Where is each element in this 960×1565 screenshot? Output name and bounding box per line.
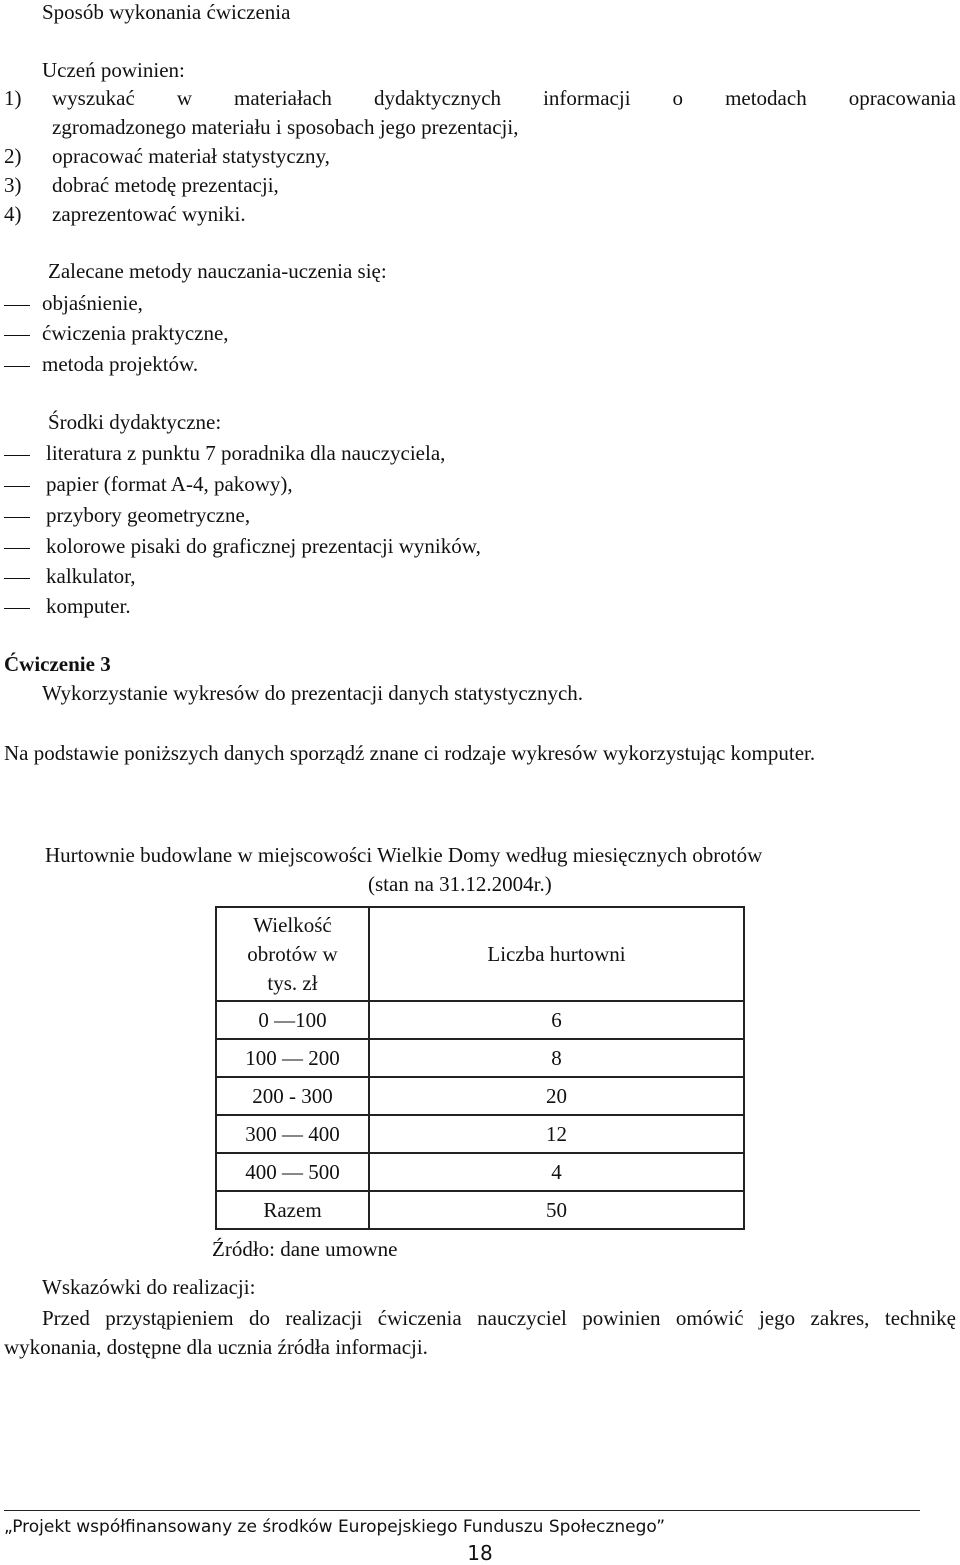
- step-number: 1): [4, 86, 22, 110]
- count-cell: 6: [369, 1001, 744, 1039]
- total-label-cell: Razem: [216, 1191, 369, 1229]
- step-number: 2): [4, 144, 22, 168]
- step-text-continued: zgromadzonego materiału i sposobach jego prezentacji,: [52, 115, 519, 139]
- dash-bullet: [4, 455, 30, 456]
- table-caption: Hurtownie budowlane w miejscowości Wielkie Domy według miesięcznych obrotów: [45, 843, 763, 867]
- table-row: [216, 1077, 744, 1115]
- dash-bullet: [4, 305, 30, 306]
- exercise-subtitle: Wykorzystanie wykresów do prezentacji danych statystycznych.: [42, 681, 584, 705]
- count-cell: 4: [369, 1153, 744, 1191]
- step-text: wyszukać w materiałach dydaktycznych informacji o metodach opracowania: [52, 86, 956, 110]
- range-cell: 0 —100: [216, 1001, 369, 1039]
- aid-text: kalkulator,: [46, 564, 136, 588]
- page-number: 18: [467, 1541, 493, 1565]
- method-text: objaśnienie,: [42, 291, 143, 315]
- total-count-cell: 50: [369, 1191, 744, 1229]
- aid-text: kolorowe pisaki do graficznej prezentacji wyników,: [46, 534, 481, 558]
- table-row: [216, 1039, 744, 1077]
- aid-text: przybory geometryczne,: [46, 503, 251, 527]
- dash-bullet: [4, 335, 30, 336]
- exercise-title: Ćwiczenie 3: [4, 652, 111, 676]
- footer-divider: [4, 1510, 920, 1511]
- dash-bullet: [4, 486, 30, 487]
- hints-title: Wskazówki do realizacji:: [42, 1275, 256, 1299]
- dash-bullet: [4, 608, 30, 609]
- range-cell: 200 - 300: [216, 1077, 369, 1115]
- range-cell: 300 — 400: [216, 1115, 369, 1153]
- header-cell-count: Liczba hurtowni: [369, 907, 744, 1001]
- footer-text: „Projekt współfinansowany ze środków Europejskiego Funduszu Społecznego”: [4, 1517, 666, 1537]
- step-text: zaprezentować wyniki.: [52, 202, 246, 226]
- section-title: Sposób wykonania ćwiczenia: [42, 0, 291, 24]
- data-table: [215, 906, 745, 1230]
- header-cell-turnover: [216, 907, 369, 1001]
- dash-bullet: [4, 366, 30, 367]
- aids-title: Środki dydaktyczne:: [48, 410, 222, 434]
- dash-bullet: [4, 578, 30, 579]
- range-cell: 400 — 500: [216, 1153, 369, 1191]
- table-row: [216, 1001, 744, 1039]
- hints-text: Przed przystąpieniem do realizacji ćwiczenia nauczyciel powinien omówić jego zakres, technikę wykonania, dostępne dla ucznia źródła informacji.: [4, 1306, 956, 1359]
- aid-text: komputer.: [46, 594, 131, 618]
- method-text: metoda projektów.: [42, 352, 199, 376]
- step-text: dobrać metodę prezentacji,: [52, 173, 279, 197]
- table-caption-date: (stan na 31.12.2004r.): [368, 872, 552, 896]
- table-row: [216, 1115, 744, 1153]
- method-text: ćwiczenia praktyczne,: [42, 321, 229, 345]
- student-intro: Uczeń powinien:: [42, 58, 185, 82]
- dash-bullet: [4, 548, 30, 549]
- count-cell: 20: [369, 1077, 744, 1115]
- table-row: [216, 1153, 744, 1191]
- count-cell: 8: [369, 1039, 744, 1077]
- dash-bullet: [4, 517, 30, 518]
- count-cell: 12: [369, 1115, 744, 1153]
- header-line: tys. zł: [267, 970, 318, 995]
- table-total-row: [216, 1191, 744, 1229]
- exercise-instruction: Na podstawie poniższych danych sporządź znane ci rodzaje wykresów wykorzystując komputer.: [4, 741, 816, 765]
- aid-text: papier (format A-4, pakowy),: [46, 472, 293, 496]
- step-number: 4): [4, 202, 22, 226]
- range-cell: 100 — 200: [216, 1039, 369, 1077]
- methods-title: Zalecane metody nauczania-uczenia się:: [48, 259, 387, 283]
- step-number: 3): [4, 173, 22, 197]
- step-text: opracować materiał statystyczny,: [52, 144, 330, 168]
- header-line: Wielkość: [253, 912, 332, 937]
- table-source: Źródło: dane umowne: [212, 1237, 398, 1261]
- table-header-row: [216, 907, 744, 1001]
- aid-text: literatura z punktu 7 poradnika dla nauczyciela,: [46, 441, 446, 465]
- header-line: obrotów w: [247, 941, 338, 966]
